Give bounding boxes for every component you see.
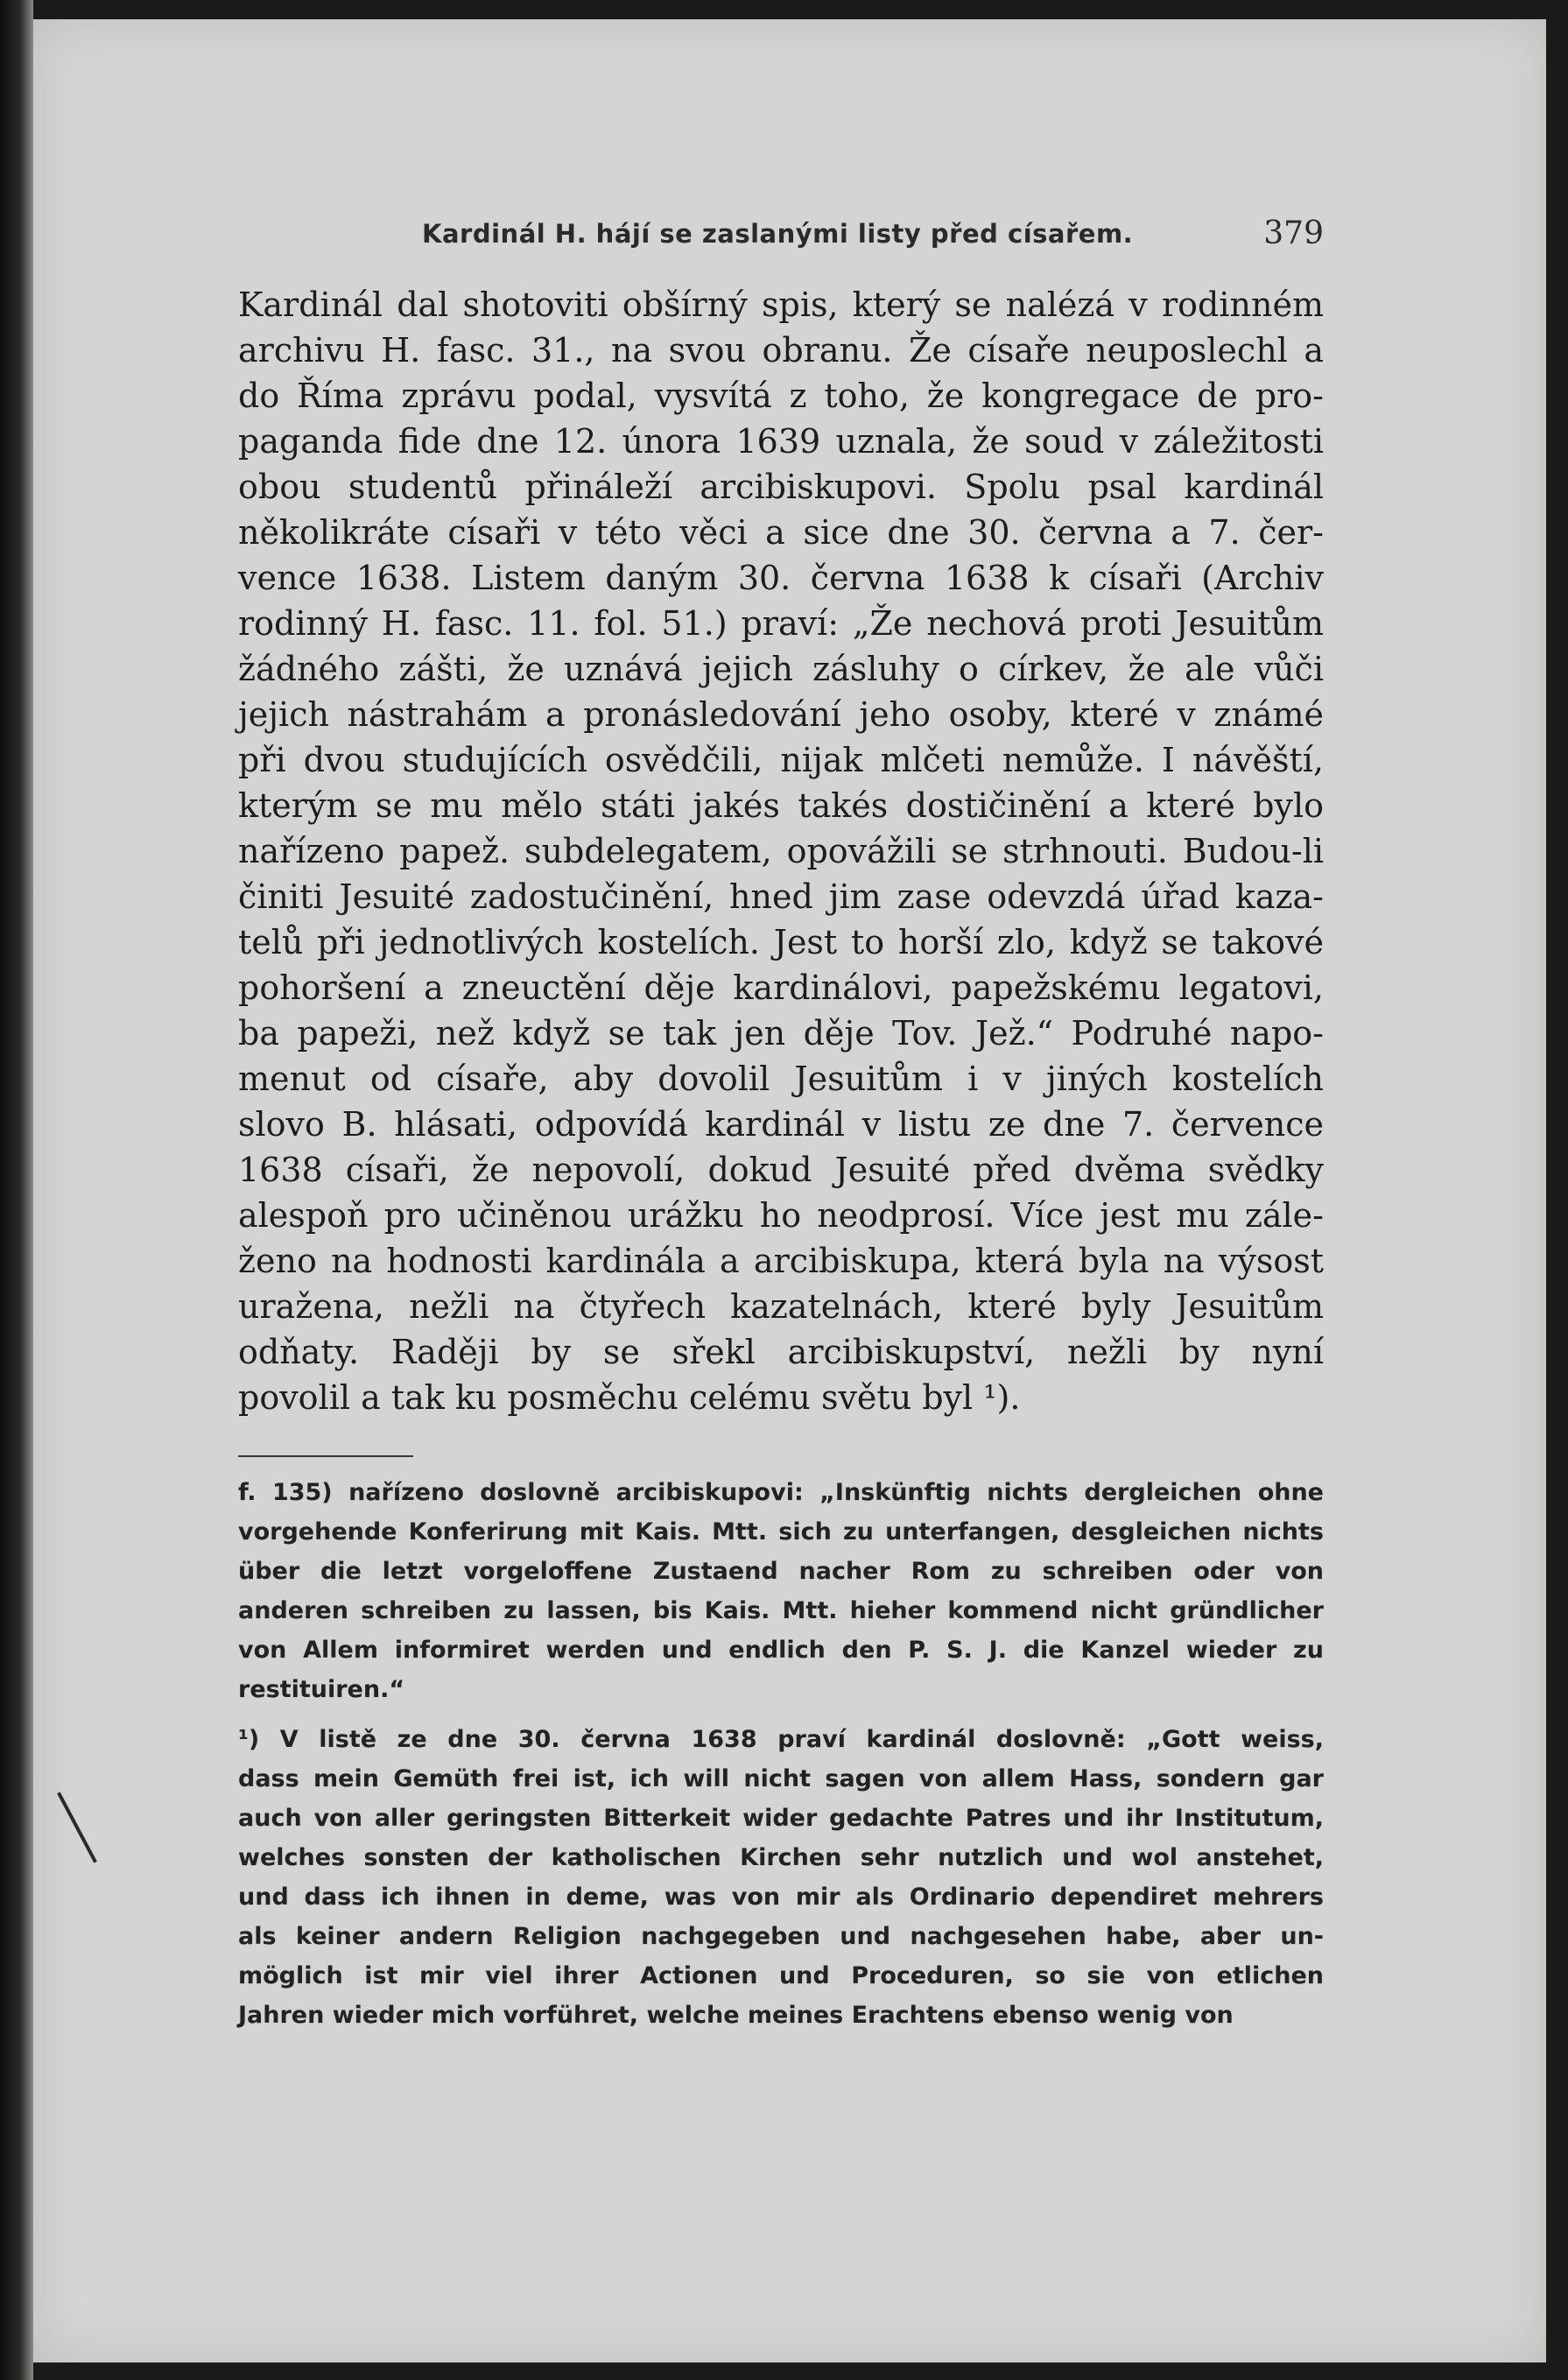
- body-line: do Říma zprávu podal, vysvítá z toho, že kongregace de pro-: [238, 377, 1324, 415]
- footnote-line: dass mein Gemüth frei ist, ich will nicht sagen von allem Hass, sondern gar: [238, 1765, 1324, 1792]
- body-line: kterým se mu mělo státi jakés takés dostičinění a které bylo: [238, 786, 1324, 825]
- footnote-line: restituiren.“: [238, 1676, 405, 1703]
- footnote-line: Jahren wieder mich vorführet, welche meines Erachtens ebenso wenig von: [238, 2002, 1234, 2029]
- footnote-line: und dass ich ihnen in deme, was von mir als Ordinario dependiret mehrers: [238, 1884, 1324, 1911]
- body-line: činiti Jesuité zadostučinění, hned jim zase odevzdá úřad kaza-: [238, 877, 1324, 916]
- body-line: obou studentů přináleží arcibiskupovi. Spolu psal kardinál: [238, 468, 1324, 506]
- page-header: [238, 212, 1324, 264]
- body-line: vence 1638. Listem daným 30. června 1638 k císaři (Archiv: [238, 559, 1324, 597]
- body-line: archivu H. fasc. 31., na svou obranu. Že císaře neuposlechl a: [238, 331, 1324, 370]
- footnote-rule: [238, 1455, 413, 1457]
- body-line: menut od císaře, aby dovolil Jesuitům i v jiných kostelích: [238, 1060, 1324, 1098]
- body-line: Kardinál dal shotoviti obšírný spis, který se nalézá v rodinném: [238, 285, 1324, 324]
- body-line: slovo B. hlásati, odpovídá kardinál v listu ze dne 7. července: [238, 1105, 1324, 1144]
- footnote-line: von Allem informiret werden und endlich den P. S. J. die Kanzel wieder zu: [238, 1637, 1324, 1664]
- body-line: paganda fide dne 12. února 1639 uznala, že soud v záležitosti: [238, 422, 1324, 461]
- body-line: 1638 císaři, že nepovolí, dokud Jesuité před dvěma svědky: [238, 1151, 1324, 1189]
- book-gutter: [0, 0, 33, 2380]
- footnote-line: welches sonsten der katholischen Kirchen sehr nutzlich und wol anstehet,: [238, 1844, 1324, 1871]
- book-page: [33, 19, 1546, 2362]
- footnote-line: f. 135) nařízeno doslovně arcibiskupovi: „Inskünftig nichts dergleichen ohne: [238, 1479, 1324, 1506]
- body-line: uražena, nežli na čtyřech kazatelnách, které byly Jesuitům: [238, 1287, 1324, 1326]
- body-line: telů při jednotlivých kostelích. Jest to horší zlo, když se takové: [238, 923, 1324, 961]
- footnote-line: auch von aller geringsten Bitterkeit wider gedachte Patres und ihr Institutum,: [238, 1805, 1324, 1832]
- body-line: pohoršení a zneuctění děje kardinálovi, papežskému legatovi,: [238, 968, 1324, 1007]
- body-line: nařízeno papež. subdelegatem, opovážili se strhnouti. Budou-li: [238, 832, 1324, 870]
- running-head: Kardinál H. hájí se zaslanými listy před císařem.: [422, 219, 1134, 249]
- footnote-line: möglich ist mir viel ihrer Actionen und Proceduren, so sie von etlichen: [238, 1962, 1324, 1989]
- body-line: ba papeži, než když se tak jen děje Tov. Jež.“ Podruhé napo-: [238, 1014, 1324, 1053]
- body-text: [238, 282, 1324, 1420]
- body-line: ženo na hodnosti kardinála a arcibiskupa, která byla na výsost: [238, 1242, 1324, 1280]
- body-line: při dvou studujících osvědčili, nijak mlčeti nemůže. I návěští,: [238, 741, 1324, 779]
- footnotes: [238, 1473, 1324, 2035]
- footnote-line: als keiner andern Religion nachgegeben und nachgesehen habe, aber un-: [238, 1923, 1324, 1950]
- body-line: povolil a tak ku posměchu celému světu byl ¹).: [238, 1378, 1021, 1417]
- footnote-line: vorgehende Konferirung mit Kais. Mtt. sich zu unterfangen, desgleichen nichts: [238, 1518, 1324, 1546]
- margin-pencil-mark: [57, 1792, 97, 1862]
- body-line: jejich nástrahám a pronásledování jeho osoby, které v známé: [238, 695, 1324, 734]
- footnote-line: ¹) V listě ze dne 30. června 1638 praví kardinál doslovně: „Gott weiss,: [238, 1726, 1324, 1753]
- body-line: několikráte císaři v této věci a sice dne 30. června a 7. čer-: [238, 513, 1324, 552]
- page-number: 379: [1263, 215, 1324, 251]
- footnote-gap: [238, 1709, 1324, 1720]
- footnote-line: über die letzt vorgeloffene Zustaend nacher Rom zu schreiben oder von: [238, 1558, 1324, 1585]
- body-line: odňaty. Raději by se sřekl arcibiskupství, nežli by nyní: [238, 1333, 1324, 1371]
- body-line: alespoň pro učiněnou urážku ho neodprosí. Více jest mu zále-: [238, 1196, 1324, 1235]
- footnote-line: anderen schreiben zu lassen, bis Kais. Mtt. hieher kommend nicht gründlicher: [238, 1597, 1324, 1624]
- body-line: žádného zášti, že uznává jejich zásluhy o církev, že ale vůči: [238, 650, 1324, 688]
- body-line: rodinný H. fasc. 11. fol. 51.) praví: „Že nechová proti Jesuitům: [238, 604, 1324, 643]
